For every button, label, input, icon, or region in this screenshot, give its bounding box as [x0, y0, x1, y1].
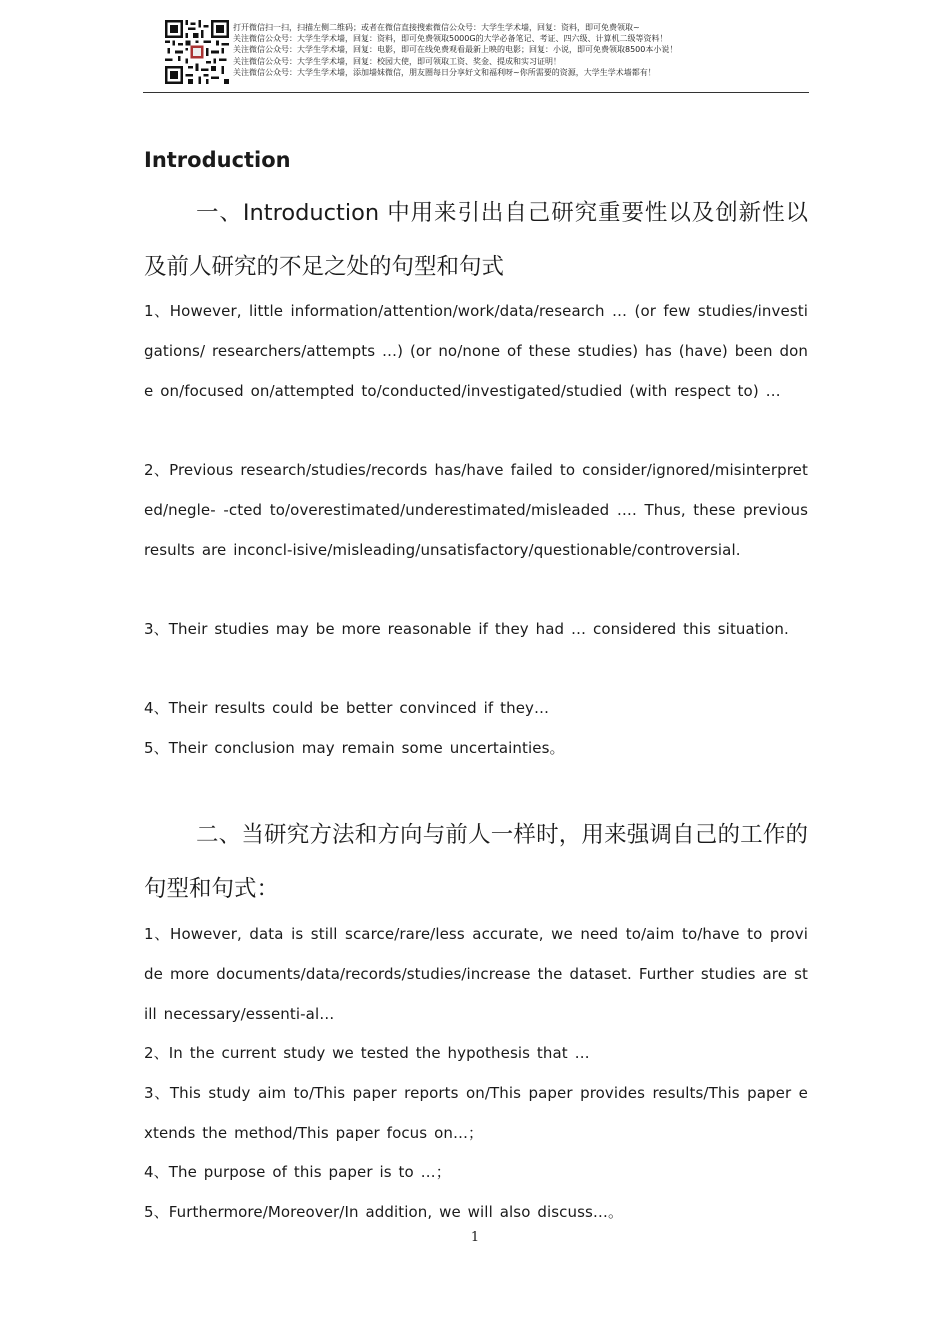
header-line: 关注微信公众号：大学生学术墙，回复：电影，即可在线免费观看最新上映的电影；回复：小说，即可免费领取8500本小说！ — [233, 45, 678, 55]
header-line: 关注微信公众号：大学生学术墙，回复：资料，即可免费领取5000G的大学必备笔记、考证、四六级、计算机二级等资料！ — [233, 34, 668, 44]
document-title: Introduction — [144, 148, 291, 172]
header-line: 关注微信公众号：大学生学术墙，添加墙妹微信，朋友圈每日分享好文和福利呀~你所需要的资源，大学生学术墙都有！ — [233, 67, 656, 77]
section-1-item-3: 3、Their studies may be more reasonable if they had … considered this situation. — [144, 620, 789, 638]
section-heading-1: 一、Introduction 中用来引出自己研究重要性以及创新性以及前人研究的不足之处的句型和句式 — [144, 200, 808, 280]
section-2-item-4: 4、The purpose of this paper is to …； — [144, 1163, 451, 1181]
header-line: 打开微信扫一扫，扫描左侧二维码；或者在微信直接搜索微信公众号：大学生学术墙，回复：资料，即可免费领取~ — [233, 23, 640, 32]
section-2-item-2: 2、In the current study we tested the hypothesis that … — [144, 1044, 590, 1062]
section-heading-2: 二、当研究方法和方向与前人一样时，用来强调自己的工作的句型和句式： — [144, 822, 808, 902]
header-promo-text — [233, 22, 813, 78]
section-2-item-1: 1、However, data is still scarce/rare/less accurate, we need to/aim to/have to provide more documents/data/records/studies/increase the dataset. Further studies are still necessary/essenti-al… — [144, 925, 808, 1023]
page-header — [143, 16, 809, 93]
section-1-item-2: 2、Previous research/studies/records has/have failed to consider/ignored/misinterpreted/negle- -cted to/overestimated/underestimated/misleaded …. Thus, these previous results are inconcl-isive/misleading/unsatisfactory/questionable/controversial. — [144, 461, 808, 559]
section-2-item-5: 5、Furthermore/Moreover/In addition, we will also discuss…。 — [144, 1203, 624, 1221]
section-1-item-5: 5、Their conclusion may remain some uncertainties。 — [144, 739, 565, 757]
page-number: 1 — [470, 1230, 480, 1245]
section-1-item-1: 1、However, little information/attention/work/data/research … (or few studies/investigations/ researchers/attempts …) (or no/none of these studies) has (have) been done on/focused on/attempted to/conducted/investigated/studied (with respect to) … — [144, 302, 808, 400]
section-1-item-4: 4、Their results could be better convinced if they… — [144, 699, 550, 717]
section-2-item-3: 3、This study aim to/This paper reports on/This paper provides results/This paper extends the method/This paper focus on…； — [144, 1084, 808, 1142]
header-line: 关注微信公众号：大学生学术墙，回复：校园大使，即可领取工资、奖金、提成和实习证明！ — [233, 56, 561, 66]
qr-code-icon — [165, 20, 229, 84]
